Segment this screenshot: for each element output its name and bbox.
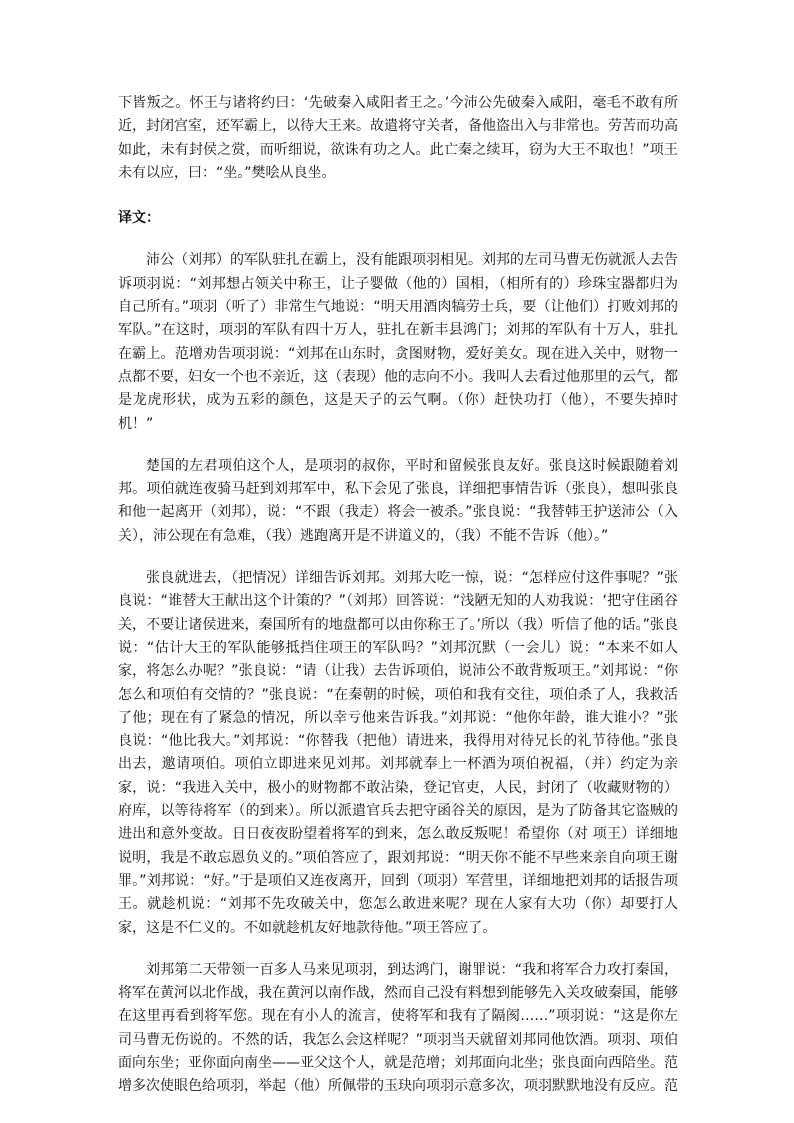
paragraph-3: 张良就进去，（把情况）详细告诉刘邦。刘邦大吃一惊，说：“怎样应付这件事呢？”张良说：“谁替大王献出这个计策的？”（刘邦）回答说：“浅陋无知的人劝我说：‘把守住函谷关，不要让诸侯进来，秦国所有的地盘都可以由你称王了。’所以（我）听信了他的话。”张良说：“估计大王的军队能够抵挡住项王的军队吗？”刘邦沉默（一会儿）说：“本来不如人家，将怎么办呢？”张良说：“请（让我）去告诉项伯，说沛公不敢背叛项王。”刘邦说：“你怎么和项伯有交情的？”张良说：“在秦朝的时候，项伯和我有交往，项伯杀了人，我救活了他；现在有了紧急的情况，所以幸亏他来告诉我。”刘邦说：“他你年龄，谁大谁小？”张良说：“他比我大。”刘邦说：“你替我（把他）请进来，我得用对待兄长的礼节待他。”张良出去，邀请项伯。项伯立即进来见刘邦。刘邦就奉上一杯酒为项伯祝福，（并）约定为亲家，说：“我进入关中，极小的财物都不敢沾染，登记官吏，人民，封闭了（收藏财物的）府库，以等待将军（的到来）。所以派遣官兵去把守函谷关的原因，是为了防备其它盗贼的进出和意外变故。日日夜夜盼望着将军的到来，怎么敢反叛呢！希望你（对 项王）详细地说明，我是不敢忘恩负义的。”项伯答应了，跟刘邦说：“明天你不能不早些来亲自向项王谢罪。”刘邦说：“好。”于是项伯又连夜离开，回到（项羽）军营里，详细地把刘邦的话报告项王。就趁机说：“刘邦不先攻破关中，您怎么敢进来呢？现在人家有大功（你）却要打人家，这是不仁义的。不如就趁机友好地款待他。”项王答应了。 bbox=[118, 570, 678, 936]
paragraph-1: 沛公（刘邦）的军队驻扎在霸上，没有能跟项羽相见。刘邦的左司马曹无伤就派人去告诉项羽说：“刘邦想占领关中称王，让子婴做（他的）国相，（相所有的）珍珠宝器都归为自己所有。”项羽（听了）非常生气地说：“明天用酒肉犒劳士兵，要（让他们）打败刘邦的军队。”在这时，项羽的军队有四十万人，驻扎在新丰县鸿门；刘邦的军队有十万人，驻扎在霸上。范增劝告项羽说：“刘邦在山东时，贪图财物，爱好美女。现在进入关中，财物一点都不要，妇女一个也不亲近，这（表现）他的志向不小。我叫人去看过他那里的云气，都是龙虎形状，成为五彩的颜色，这是天子的云气啊。（你）赶快功打（他），不要失掉时机！” bbox=[118, 252, 678, 432]
intro-paragraph: 下皆叛之。怀王与诸将约曰：‘先破秦入咸阳者王之。’今沛公先破秦入咸阳，毫毛不敢有所近，封闭宫室，还军霸上，以待大王来。故遣将守关者，备他盗出入与非常也。劳苦而功高如此，未有封侯之赏，而听细说，欲诛有功之人。此亡秦之续耳，窃为大王不取也！”项王未有以应，曰：“坐。”樊哙从良坐。 bbox=[118, 95, 678, 181]
paragraph-2: 楚国的左君项伯这个人，是项羽的叔你，平时和留候张良友好。张良这时候跟随着刘邦。项伯就连夜骑马赶到刘邦军中，私下会见了张良，详细把事情告诉（张良），想叫张良和他一起离开（刘邦），说：“不跟（我走）将会一被杀。”张良说：“我替韩王护送沛公（入关），沛公现在有急难，（我）逃跑离开是不讲道义的，（我）不能不告诉（他）。” bbox=[118, 457, 678, 544]
document-body bbox=[118, 92, 678, 1099]
paragraph-4: 刘邦第二天带领一百多人马来见项羽，到达鸿门，谢罪说：“我和将军合力攻打秦国，将军在黄河以北作战，我在黄河以南作战，然而自己没有料想到能够先入关攻破秦国，能够在这里再看到将军您。现在有小人的流言，使将军和我有了隔阂……”项羽说：“这是你左司马曹无伤说的。不然的话，我怎么会这样呢？”项羽当天就留刘邦同他饮酒。项羽、项伯面向东坐；亚你面向南坐——亚父这个人，就是范增；刘邦面向北坐；张良面向西陪坐。范增多次使眼色给项羽，举起（他）所佩带的玉玦向项羽示意多次，项羽默默地没有反应。范 bbox=[118, 961, 678, 1095]
translation-heading: 译文： bbox=[118, 210, 160, 227]
